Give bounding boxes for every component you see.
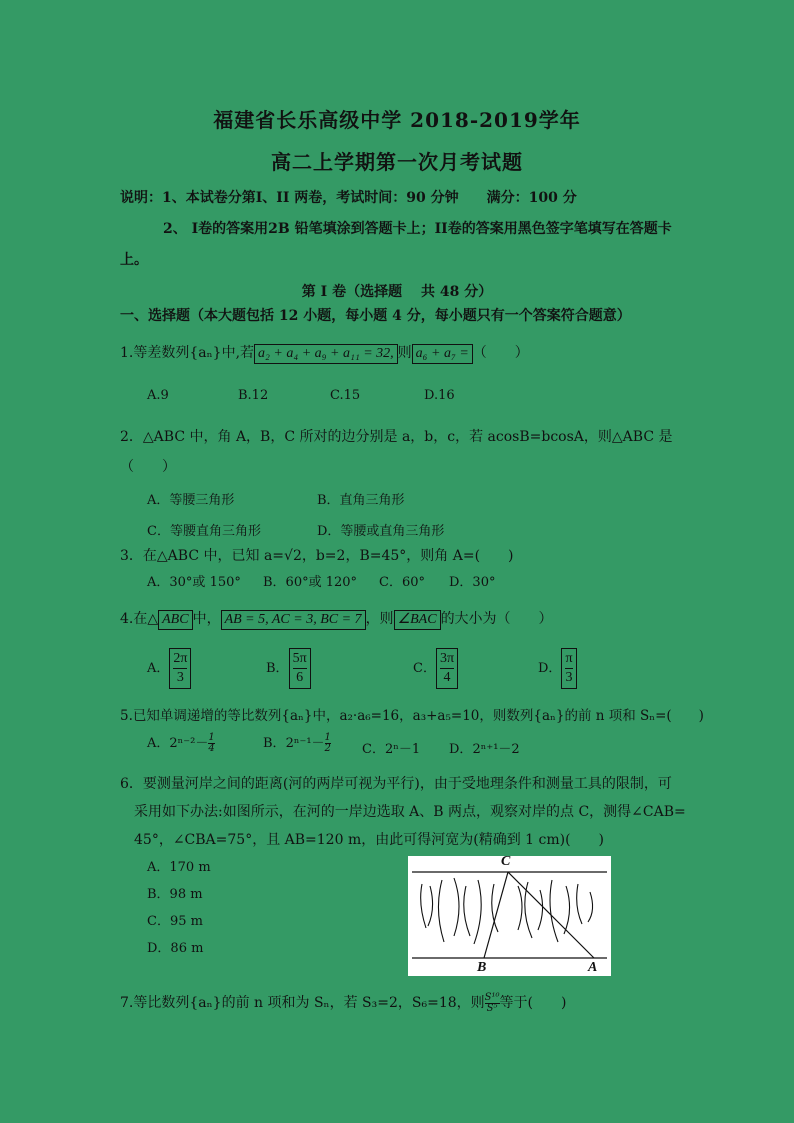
q4-option-a-fraction: $\frac{2\pi}{3}$ [169,648,191,689]
q1-mid: 则 [397,345,412,361]
q1-formula-box-1: a₂ + a₄ + a₉ + a₁₁ = 32, [254,344,398,364]
q4-option-c-fraction: $\frac{3\pi}{4}$ [436,648,458,689]
question-7: 7.等比数列{aₙ}的前 n 项和为 Sₙ，若 S₃=2，S₆=18，则 $\frac{\text{S¹⁰}}{\text{S⁵}}$ 等于( ) [120,991,567,1014]
q1-option-d: D.16 [424,388,455,403]
question-6-line-1: 6．要测量河岸之间的距离(河的两岸可视为平行)，由于受地理条件和测量工具的限制，可 [120,776,672,792]
point-c-label: C [501,854,511,869]
q4-box-sides: AB = 5, AC = 3, BC = 7 [221,610,366,630]
q2-option-b: B．直角三角形 [317,493,405,508]
instruction-line-2: 2、 I卷的答案用2B 铅笔填涂到答题卡上；II卷的答案用黑色签字笔填写在答题卡 [163,221,672,237]
point-a-label: A [588,960,598,975]
q1-prefix: 1.等差数列{aₙ}中,若 [120,345,255,361]
q1-option-a: A.9 [147,388,169,403]
q3-option-d: D．30° [449,575,496,590]
q4-option-a: A． $\frac{2\pi}{3}$ [147,648,191,689]
q4-suffix: 的大小为（ ） [440,611,553,627]
q2-option-a: A．等腰三角形 [147,493,235,508]
q4-option-b-fraction: $\frac{5\pi}{6}$ [289,648,311,689]
q6-option-d: D．86 m [147,941,204,956]
q1-option-c: C.15 [330,388,361,403]
question-5: 5.已知单调递增的等比数列{aₙ}中，a₂·a₆=16，a₃+a₅=10，则数列{aₙ}的前 n 项和 Sₙ=( ) [120,708,704,724]
q6-option-c: C．95 m [147,914,203,929]
q3-option-c: C．60° [379,575,425,590]
q4-option-d-fraction: $\frac{\pi}{3}$ [561,648,576,689]
q5-option-b: B．2ⁿ⁻¹－ $\frac{1}{2}$ [263,732,331,754]
q4-option-b: B． $\frac{5\pi}{6}$ [266,648,311,689]
q2-paren: （ ） [120,459,176,475]
exam-subtitle: 高二上学期第一次月考试题 [271,150,523,174]
q2-option-c: C．等腰直角三角形 [147,524,261,539]
q4-option-d: D． $\frac{\pi}{3}$ [538,648,577,689]
river-diagram-svg [408,856,611,976]
q1-paren: （ ） [472,345,529,361]
q4-mid-2: ，则 [365,611,394,627]
q7-fraction: $\frac{\text{S¹⁰}}{\text{S⁵}}$ [484,991,500,1014]
instruction-line-3: 上。 [120,252,148,268]
q1-formula-box-2: a₆ + a₇ = [412,344,473,364]
part1-heading: 第 I 卷（选择题 共 48 分） [301,284,493,300]
q1-option-b: B.12 [238,388,269,403]
q4-box-triangle: ABC [158,610,192,630]
q4-prefix: 4.在△ [120,611,159,627]
q6-option-a: A．170 m [147,860,211,875]
river-diagram [408,856,611,976]
q3-option-a: A．30°或 150° [147,575,241,590]
q4-mid-1: 中， [192,611,221,627]
question-6-line-3: 45°，∠CBA=75°，且 AB=120 m，由此可得河宽为(精确到 1 cm)( ) [134,832,604,848]
q4-option-c: C． $\frac{3\pi}{4}$ [413,648,458,689]
instruction-line-1: 说明：1、本试卷分第I、II 两卷，考试时间：90 分钟 满分：100 分 [120,190,577,206]
section-heading: 一、选择题（本大题包括 12 小题，每小题 4 分，每小题只有一个答案符合题意） [120,308,631,324]
question-3: 3．在△ABC 中，已知 a=√2，b=2，B=45°，则角 A=( ) [120,548,514,564]
point-b-label: B [477,960,487,975]
q3-option-b: B．60°或 120° [263,575,358,590]
question-4 [120,608,553,630]
q6-option-b: B．98 m [147,887,203,902]
q2-option-d: D．等腰或直角三角形 [317,524,445,539]
q5-option-a: A．2ⁿ⁻²－ $\frac{1}{4}$ [147,732,215,754]
q4-box-angle: ∠BAC [394,610,441,630]
question-6-line-2: 采用如下办法:如图所示，在河的一岸边选取 A、B 两点，观察对岸的点 C，测得∠CAB= [134,804,686,820]
q5-option-c: C．2ⁿ－1 [362,742,421,757]
question-1 [120,342,529,364]
question-2: 2．△ABC 中，角 A，B，C 所对的边分别是 a，b，c，若 acosB=bcosA，则△ABC 是 [120,429,673,445]
exam-title: 福建省长乐高级中学 2018-2019学年 [213,108,581,132]
q5-option-d: D．2ⁿ⁺¹－2 [449,742,520,757]
